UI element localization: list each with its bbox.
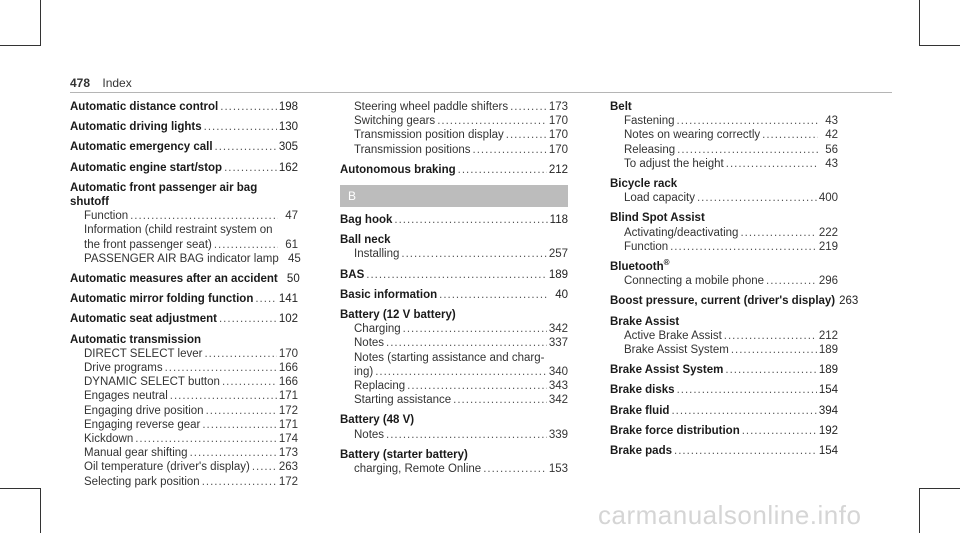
entry-title: To adjust the height <box>624 157 724 170</box>
registered-mark: ® <box>663 258 670 268</box>
index-sub-row[interactable] <box>70 404 298 418</box>
entry-title: Automatic measures after an accident <box>70 273 278 286</box>
index-entry <box>70 312 298 326</box>
index-entry <box>340 100 568 157</box>
index-sub-row[interactable] <box>70 389 298 403</box>
entry-title: Automatic mirror folding function <box>70 293 254 306</box>
index-heading-row[interactable] <box>610 294 859 308</box>
index-heading-row[interactable] <box>340 213 568 227</box>
page-ref: 172 <box>278 404 298 417</box>
leader-dots <box>220 100 277 114</box>
section-letter-b: B <box>340 185 568 207</box>
index-entry <box>610 211 838 254</box>
index-heading[interactable] <box>340 233 568 247</box>
page-ref: 192 <box>818 424 838 437</box>
index-entry <box>340 448 568 476</box>
entry-title: Load capacity <box>624 192 695 205</box>
leader-dots <box>726 157 818 171</box>
entry-title: Brake Assist System <box>624 344 729 357</box>
index-sub-row[interactable] <box>610 329 838 343</box>
entry-title: Brake fluid <box>610 404 670 417</box>
entry-title: Brake pads <box>610 445 673 458</box>
index-sub-row[interactable] <box>610 240 838 254</box>
index-heading-row[interactable] <box>340 268 568 282</box>
page-ref: 342 <box>548 323 568 336</box>
index-heading-row[interactable] <box>70 292 298 306</box>
page-ref: 337 <box>548 337 568 350</box>
index-entry <box>70 333 298 489</box>
entry-title: Function <box>624 240 669 253</box>
page-ref: 305 <box>278 141 298 154</box>
entry-title: Manual gear shifting <box>84 447 188 460</box>
crop-mark <box>0 488 41 489</box>
page-ref: 61 <box>285 238 298 251</box>
leader-dots <box>407 379 547 393</box>
index-sub-row[interactable] <box>340 365 568 379</box>
leader-dots <box>252 460 277 474</box>
entry-title: Installing <box>354 248 400 261</box>
page-ref: 130 <box>278 121 298 134</box>
index-sub-row[interactable] <box>340 100 568 114</box>
entry-title: Steering wheel paddle shifters <box>354 101 509 113</box>
index-sub-row[interactable] <box>340 247 568 261</box>
page-ref: 43 <box>825 115 838 128</box>
entry-title: Transmission position display <box>354 129 504 142</box>
leader-dots <box>766 274 817 288</box>
entry-title: DIRECT SELECT lever <box>84 347 203 360</box>
entry-title: ing) <box>354 365 374 378</box>
index-sub-row[interactable] <box>70 252 301 266</box>
index-sub-row[interactable] <box>610 191 838 205</box>
index-sub-row[interactable] <box>610 114 838 128</box>
page-ref: 43 <box>825 157 838 170</box>
index-sub-row[interactable] <box>70 209 298 223</box>
index-sub-row[interactable] <box>340 462 568 476</box>
page-ref: 102 <box>278 313 298 326</box>
page-ref: 340 <box>548 365 568 378</box>
index-entry <box>610 294 859 308</box>
page-ref: 189 <box>548 268 568 281</box>
leader-dots <box>697 191 817 205</box>
entry-title: the front passenger seat) <box>84 238 212 251</box>
entry-title: Kickdown <box>84 433 134 446</box>
entry-title: Engaging reverse gear <box>84 418 201 431</box>
leader-dots <box>437 114 547 128</box>
index-entry <box>610 177 838 205</box>
index-entry <box>610 363 838 377</box>
index-heading-row[interactable] <box>610 424 838 438</box>
entry-title: Selecting park position <box>84 475 200 488</box>
leader-dots <box>510 100 547 114</box>
index-sub-row[interactable] <box>340 336 568 350</box>
leader-dots <box>215 140 277 154</box>
leader-dots <box>135 432 277 446</box>
leader-dots <box>202 475 277 489</box>
index-sub-row[interactable] <box>340 379 568 393</box>
entry-title: Battery (12 V battery) <box>340 309 456 322</box>
page-number: 478 <box>70 76 91 90</box>
entry-title: Releasing <box>624 143 676 156</box>
page-ref: 40 <box>555 288 568 301</box>
leader-dots <box>677 114 818 128</box>
index-heading-row[interactable] <box>610 404 838 418</box>
leader-dots <box>671 404 816 418</box>
leader-dots <box>473 143 547 157</box>
entry-title: Brake Assist System <box>610 364 724 377</box>
entry-title: Activating/deactivating <box>624 226 739 239</box>
crop-mark <box>919 45 960 46</box>
page-ref: 166 <box>278 362 298 375</box>
page-ref: 343 <box>548 380 568 393</box>
crop-mark <box>919 488 960 489</box>
leader-dots <box>165 361 277 375</box>
index-heading[interactable] <box>610 260 838 274</box>
index-entry <box>340 163 568 177</box>
leader-dots <box>386 428 547 442</box>
leader-dots <box>742 424 817 438</box>
index-entry <box>70 100 298 114</box>
index-heading-row[interactable] <box>70 100 298 114</box>
header-rule <box>70 92 892 93</box>
leader-dots <box>170 389 277 403</box>
index-sub-row[interactable] <box>70 347 298 361</box>
entry-title: Engages neutral <box>84 390 168 403</box>
page-ref: 166 <box>278 376 298 389</box>
page-ref: 263 <box>839 295 859 308</box>
entry-title: Oil temperature (driver's display) <box>84 461 250 474</box>
leader-dots <box>506 128 547 142</box>
page-ref: 170 <box>548 143 568 156</box>
entry-title: Brake force distribution <box>610 424 740 437</box>
leader-dots <box>386 336 547 350</box>
index-sub-row[interactable] <box>610 143 838 157</box>
leader-dots <box>762 128 818 142</box>
page-ref: 212 <box>818 329 838 342</box>
page-ref: 170 <box>548 129 568 142</box>
entry-title: Bicycle rack <box>610 178 678 191</box>
page-ref: 171 <box>278 418 298 431</box>
page-ref: 45 <box>287 252 301 265</box>
page-ref: 154 <box>818 445 838 458</box>
index-entry <box>70 292 298 306</box>
index-column-1 <box>70 100 301 495</box>
leader-dots <box>206 404 277 418</box>
leader-dots <box>204 347 276 361</box>
leader-dots <box>677 383 817 397</box>
leader-dots <box>366 268 547 282</box>
page-ref: 189 <box>818 344 838 357</box>
page-header <box>70 76 132 90</box>
leader-dots <box>458 163 547 177</box>
entry-title: Switching gears <box>354 115 436 128</box>
page-ref: 189 <box>818 364 838 377</box>
entry-title: charging, Remote Online <box>354 463 482 476</box>
leader-dots <box>222 375 277 389</box>
leader-dots <box>214 238 278 252</box>
crop-mark <box>919 0 920 45</box>
index-heading-row[interactable] <box>70 312 298 326</box>
entry-title: Automatic transmission <box>70 333 201 346</box>
entry-title: Battery (starter battery) <box>340 448 468 461</box>
leader-dots <box>677 143 818 157</box>
index-heading[interactable] <box>340 308 568 322</box>
entry-title: Bluetooth <box>610 261 664 274</box>
entry-title: Engaging drive position <box>84 404 204 417</box>
entry-title: Drive programs <box>84 362 163 375</box>
leader-dots <box>740 226 816 240</box>
leader-dots <box>255 292 276 306</box>
index-sub-row[interactable] <box>340 393 568 407</box>
index-heading[interactable] <box>610 211 838 225</box>
entry-title: Function <box>84 210 129 223</box>
leader-dots <box>725 363 816 377</box>
entry-title: Blind Spot Assist <box>610 212 705 225</box>
index-sub-row[interactable] <box>340 143 568 157</box>
page-ref: 162 <box>278 161 298 174</box>
index-heading[interactable] <box>610 315 838 329</box>
entry-title: Boost pressure, current (driver's display) <box>610 295 836 308</box>
index-entry <box>610 315 838 358</box>
index-heading-row[interactable] <box>610 383 838 397</box>
header-title: Index <box>102 76 132 90</box>
watermark: carmanualsonline.info <box>598 500 862 530</box>
page-ref: 394 <box>818 404 838 417</box>
leader-dots <box>130 209 278 223</box>
index-sub-row[interactable] <box>610 128 838 142</box>
entry-title: Brake Assist <box>610 315 680 328</box>
entry-title: Charging <box>354 323 401 336</box>
leader-dots <box>219 312 277 326</box>
index-sub-row[interactable] <box>610 343 838 357</box>
index-sub-row[interactable] <box>70 475 298 489</box>
index-entry <box>70 181 301 266</box>
entry-title: Belt <box>610 101 632 113</box>
index-sub-row[interactable] <box>70 418 298 432</box>
entry-title: Bag hook <box>340 214 393 227</box>
leader-dots <box>453 393 547 407</box>
index-sub-row[interactable] <box>70 460 298 474</box>
page-ref: 153 <box>548 463 568 476</box>
index-entry <box>70 161 298 175</box>
entry-title: Automatic distance control <box>70 101 219 113</box>
page-ref: 170 <box>548 115 568 128</box>
index-sub-row[interactable] <box>70 446 298 460</box>
index-heading-row[interactable] <box>610 444 838 458</box>
leader-dots <box>724 329 817 343</box>
page-ref: 173 <box>548 101 568 113</box>
index-entry <box>70 120 298 134</box>
page-ref: 47 <box>285 210 298 223</box>
leader-dots <box>403 322 547 336</box>
page-ref: 400 <box>818 192 838 205</box>
entry-title: Connecting a mobile phone <box>624 275 765 288</box>
entry-title: Automatic emergency call <box>70 141 213 154</box>
entry-title: PASSENGER AIR BAG indicator lamp <box>84 252 279 265</box>
index-heading-row[interactable] <box>70 140 298 154</box>
index-heading[interactable] <box>610 100 838 114</box>
entry-title: Autonomous braking <box>340 163 456 176</box>
leader-dots <box>190 446 277 460</box>
index-sub-row[interactable] <box>70 238 298 252</box>
index-heading[interactable] <box>340 448 568 462</box>
index-entry <box>610 260 838 288</box>
entry-title: Notes <box>354 337 385 350</box>
index-sub-line: Information (child restraint system on <box>84 224 273 237</box>
index-sub-row[interactable] <box>340 114 568 128</box>
page-ref: 257 <box>548 248 568 261</box>
index-entry <box>340 213 568 227</box>
entry-title: Battery (48 V) <box>340 414 415 427</box>
page-ref: 50 <box>286 273 300 286</box>
entry-title: Ball neck <box>340 234 391 247</box>
page-ref: 141 <box>278 293 298 306</box>
index-entry <box>340 288 568 302</box>
page-ref: 222 <box>818 226 838 239</box>
page-ref: 263 <box>278 461 298 474</box>
index-sub-row[interactable] <box>610 274 838 288</box>
page-ref: 212 <box>548 163 568 176</box>
page-ref: 339 <box>548 428 568 441</box>
leader-dots <box>674 444 817 458</box>
index-entry <box>610 424 838 438</box>
leader-dots <box>670 240 817 254</box>
index-heading-row[interactable] <box>340 163 568 177</box>
index-heading-row[interactable] <box>70 161 298 175</box>
page-ref: 342 <box>548 394 568 407</box>
entry-title: Basic information <box>340 288 438 301</box>
entry-title: Automatic front passenger air bag shutoff <box>70 181 258 209</box>
index-sub-row[interactable] <box>70 375 298 389</box>
crop-mark <box>40 488 41 533</box>
index-entry <box>340 268 568 282</box>
index-entry <box>610 404 838 418</box>
page-ref: 198 <box>278 101 298 113</box>
entry-title: Replacing <box>354 380 406 393</box>
entry-title: Automatic seat adjustment <box>70 313 217 326</box>
index-sub-line: Notes (starting assistance and charg- <box>354 351 545 364</box>
index-heading-row[interactable] <box>70 120 298 134</box>
index-sub-row[interactable] <box>610 157 838 171</box>
index-entry <box>340 308 568 407</box>
entry-title: Brake disks <box>610 384 675 397</box>
index-entry <box>70 272 298 286</box>
leader-dots <box>375 365 547 379</box>
leader-dots <box>483 462 547 476</box>
index-heading-row[interactable] <box>610 363 838 377</box>
entry-title: Transmission positions <box>354 143 471 156</box>
entry-title: Fastening <box>624 115 675 128</box>
entry-title: DYNAMIC SELECT button <box>84 376 220 389</box>
leader-dots <box>401 247 546 261</box>
page-ref: 170 <box>278 347 298 360</box>
index-entry <box>70 140 298 154</box>
leader-dots <box>731 343 817 357</box>
index-column-3 <box>610 100 859 464</box>
index-heading[interactable] <box>340 413 568 427</box>
page-ref: 174 <box>278 433 298 446</box>
entry-title: Starting assistance <box>354 394 452 407</box>
leader-dots <box>394 213 547 227</box>
index-entry <box>340 233 568 261</box>
entry-title: Automatic engine start/stop <box>70 161 223 174</box>
leader-dots <box>439 288 548 302</box>
index-entry <box>610 100 838 171</box>
crop-mark <box>0 45 41 46</box>
index-column-2 <box>340 100 568 482</box>
crop-mark <box>919 488 920 533</box>
page-ref: 56 <box>825 143 838 156</box>
page-ref: 42 <box>825 129 838 142</box>
entry-title: Active Brake Assist <box>624 329 722 342</box>
index-sub-row[interactable] <box>70 432 298 446</box>
index-entry <box>610 383 838 397</box>
index-entry <box>610 444 838 458</box>
page-ref: 171 <box>278 390 298 403</box>
page-ref: 219 <box>818 240 838 253</box>
index-sub-row[interactable] <box>70 361 298 375</box>
leader-dots <box>202 418 276 432</box>
leader-dots <box>224 161 277 175</box>
index-heading-row[interactable] <box>340 288 568 302</box>
index-sub-row[interactable] <box>340 128 568 142</box>
index-sub-row[interactable] <box>610 226 838 240</box>
index-entry <box>340 413 568 441</box>
crop-mark <box>40 0 41 45</box>
index-heading[interactable] <box>70 181 298 209</box>
entry-title: Automatic driving lights <box>70 121 202 134</box>
page-ref: 172 <box>278 475 298 488</box>
index-heading-row[interactable] <box>70 272 298 286</box>
index-heading[interactable] <box>70 333 298 347</box>
index-heading[interactable] <box>610 177 838 191</box>
leader-dots <box>204 120 277 134</box>
page-ref: 173 <box>278 447 298 460</box>
page-ref: 296 <box>818 275 838 288</box>
entry-title: Notes on wearing correctly <box>624 129 761 142</box>
page-ref: 154 <box>818 384 838 397</box>
index-sub-row[interactable] <box>340 322 568 336</box>
entry-title: Notes <box>354 428 385 441</box>
entry-title: BAS <box>340 268 365 281</box>
index-sub-row[interactable] <box>340 428 568 442</box>
page-ref: 118 <box>549 214 568 227</box>
